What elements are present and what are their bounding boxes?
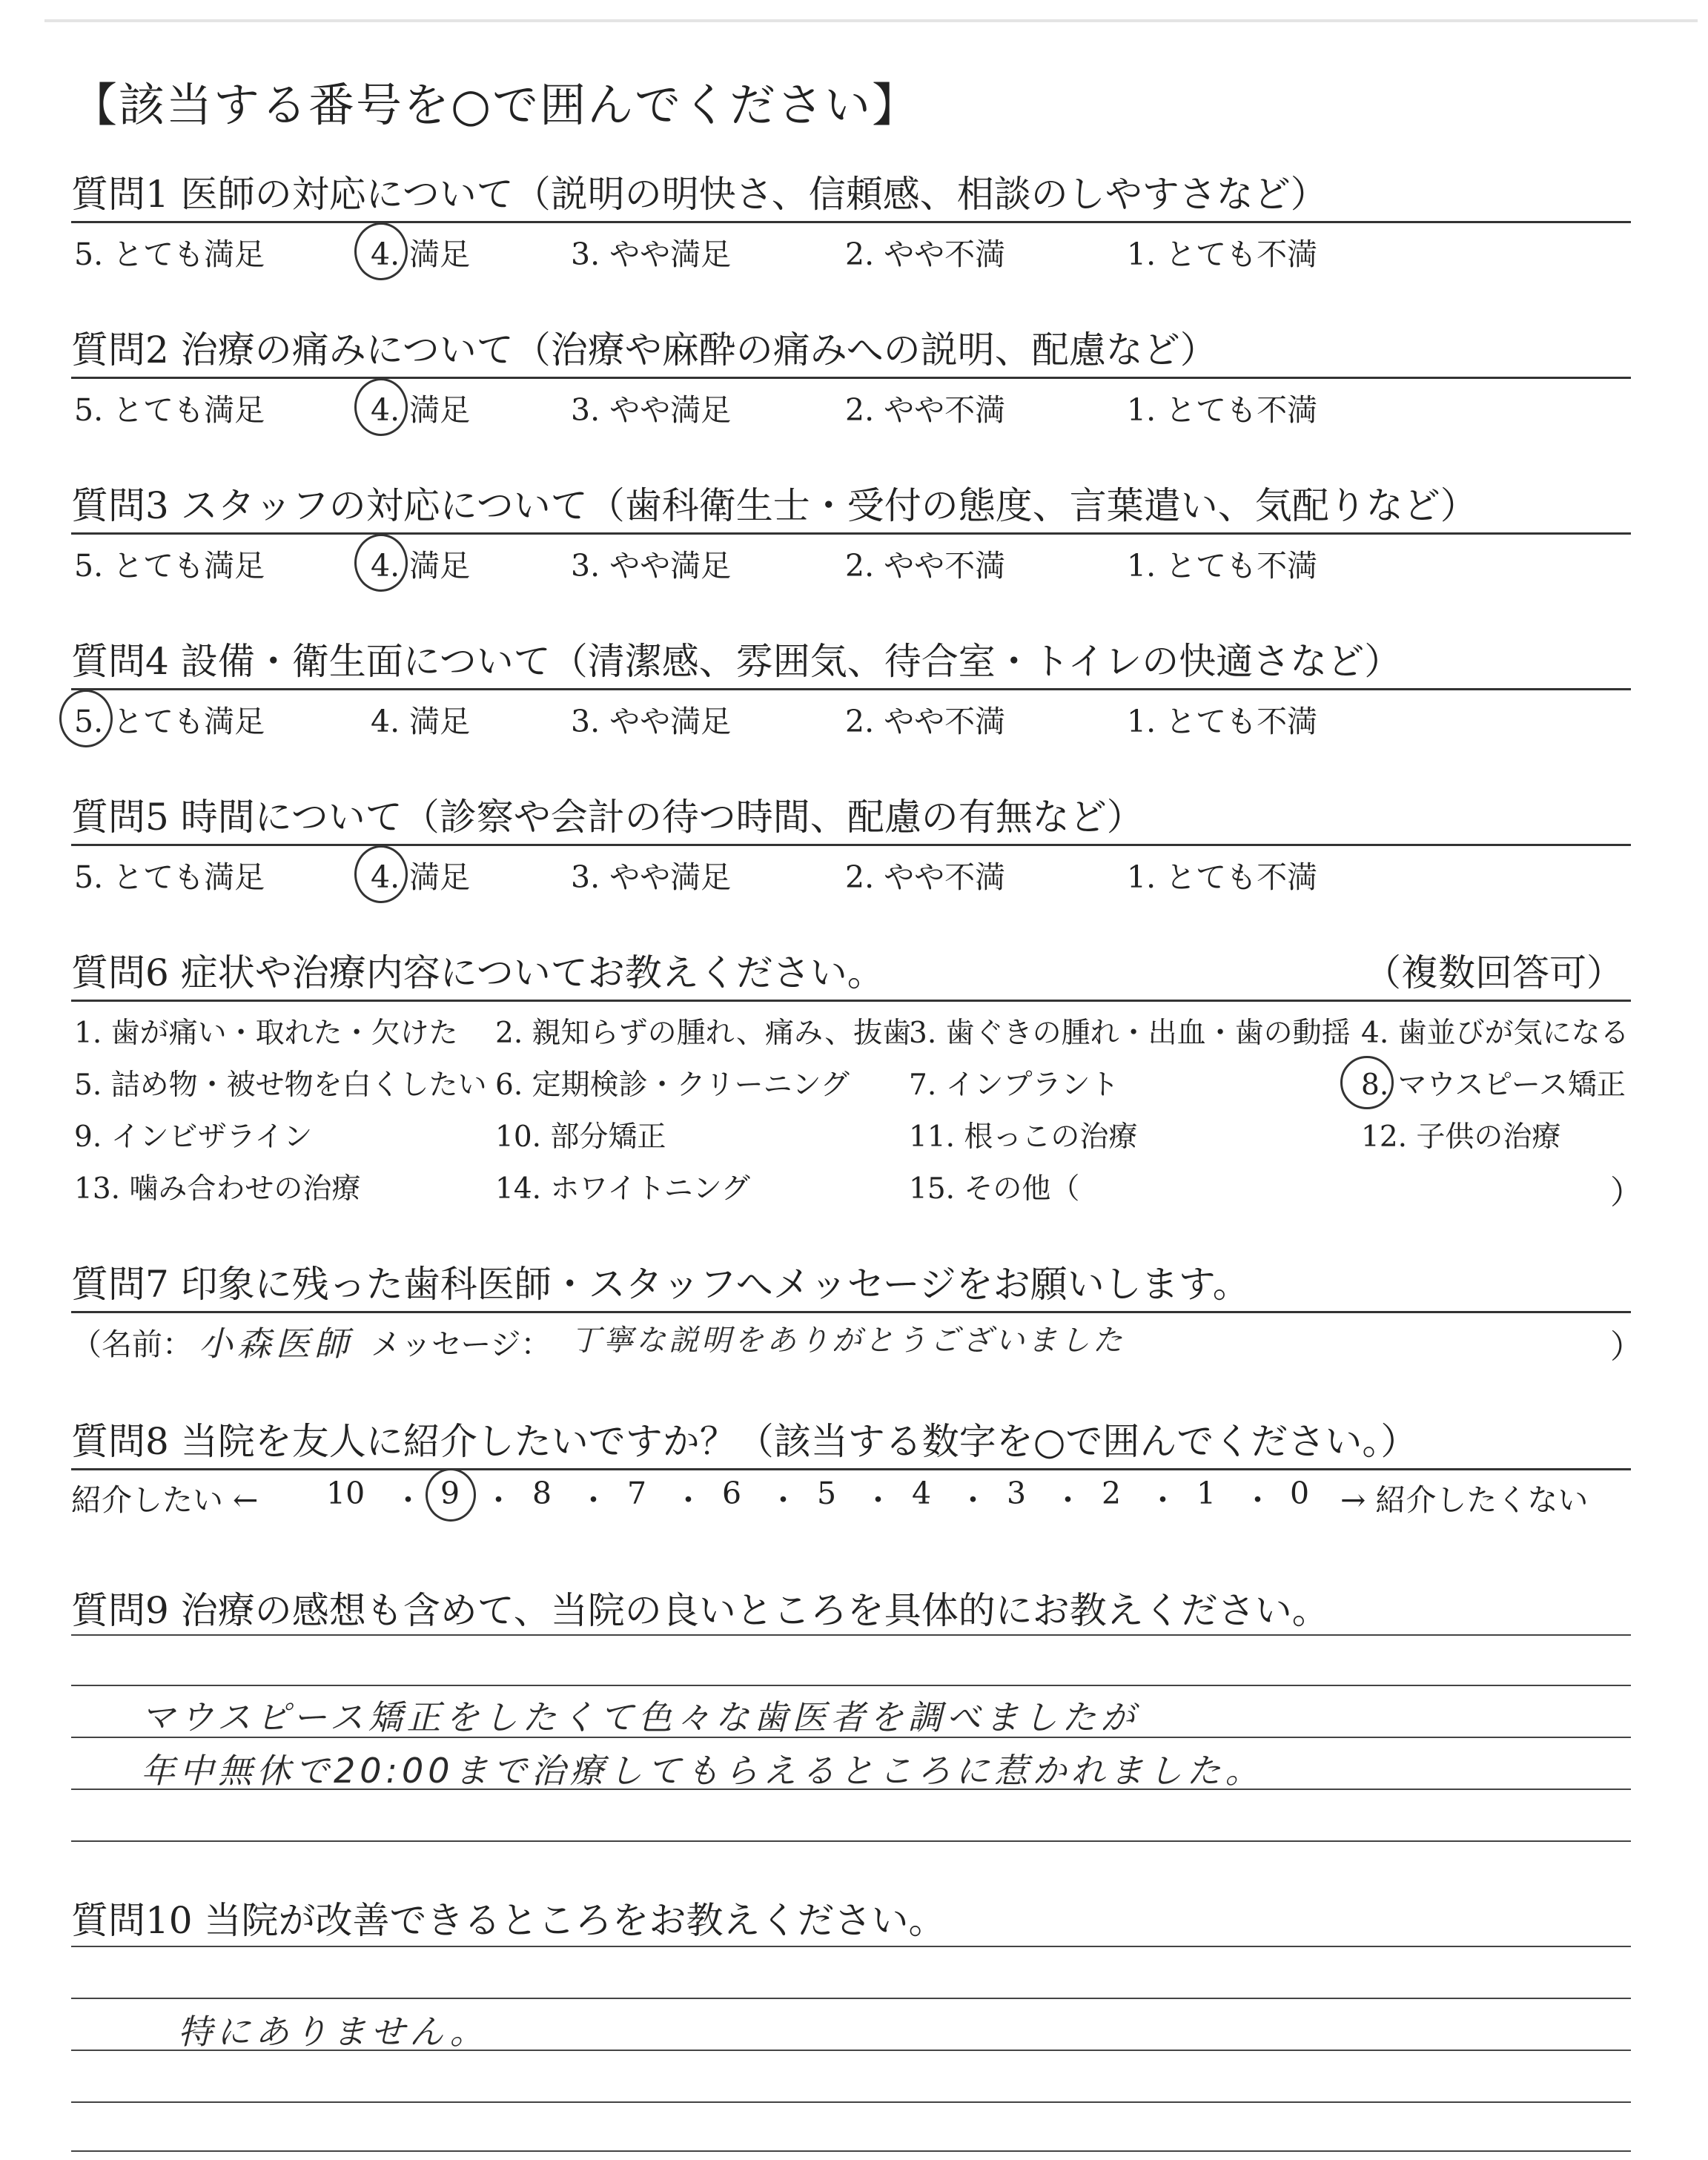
q6-item-10[interactable]: 10. 部分矯正	[495, 1120, 666, 1154]
divider	[71, 377, 1631, 379]
q6-item-5[interactable]: 5. 詰め物・被せ物を白くしたい	[74, 1069, 487, 1102]
q2-option-1[interactable]: 1. とても不満	[1127, 392, 1318, 428]
q4-option-2[interactable]: 2. やや不満	[845, 704, 1006, 739]
question-4-title: 質問4 設備・衛生面について（清潔感、雰囲気、待合室・トイレの快適さなど）	[71, 640, 1402, 683]
q6-item-4[interactable]: 4. 歯並びが気になる	[1361, 1017, 1629, 1050]
question-1-title: 質問1 医師の対応について（説明の明快さ、信頼感、相談のしやすさなど）	[71, 173, 1328, 216]
q6-item-9[interactable]: 9. インビザライン	[74, 1120, 313, 1154]
q1-option-1[interactable]: 1. とても不満	[1127, 237, 1318, 272]
selection-circle	[1340, 1056, 1394, 1109]
q2-option-3[interactable]: 3. やや満足	[571, 392, 732, 428]
close-paren: ）	[1610, 1328, 1643, 1366]
q4-option-3[interactable]: 3. やや満足	[571, 704, 732, 739]
selection-circle	[426, 1468, 476, 1522]
divider	[71, 1000, 1631, 1002]
scale-dot: ・	[863, 1482, 893, 1518]
q6-item-7[interactable]: 7. インプラント	[909, 1069, 1119, 1102]
q6-item-12[interactable]: 12. 子供の治療	[1361, 1120, 1561, 1154]
question-9-title: 質問9 治療の感想も含めて、当院の良いところを具体的にお教えください。	[71, 1589, 1329, 1632]
scale-6[interactable]: 6	[722, 1476, 742, 1511]
answer-line	[71, 1946, 1631, 1947]
q3-option-3[interactable]: 3. やや満足	[571, 548, 732, 584]
scale-9[interactable]: 9	[440, 1476, 460, 1511]
q1-option-2[interactable]: 2. やや不満	[845, 237, 1006, 272]
q1-option-5[interactable]: 5. とても満足	[74, 237, 265, 272]
q6-item-15[interactable]: 15. その他（	[909, 1172, 1080, 1206]
answer-line	[71, 1634, 1631, 1636]
name-label: （名前：	[71, 1327, 193, 1362]
q6-item-14[interactable]: 14. ホワイトニング	[495, 1172, 750, 1206]
q6-item-2[interactable]: 2. 親知らずの腫れ、痛み、抜歯	[495, 1017, 912, 1050]
page-title: 【該当する番号を○で囲んでください】	[71, 78, 920, 132]
scale-2[interactable]: 2	[1102, 1476, 1122, 1511]
q9-answer-line-2[interactable]: 年中無休で20:00まで治療してもらえるところに惹かれました。	[141, 1751, 1264, 1791]
answer-line	[71, 1685, 1631, 1686]
question-8-title: 質問8 当院を友人に紹介したいですか？（該当する数字を○で囲んでください。）	[71, 1420, 1418, 1463]
selection-circle	[354, 222, 408, 280]
q1-option-4[interactable]: 4. 満足	[371, 237, 471, 272]
scale-10[interactable]: 10	[326, 1476, 365, 1511]
recommend-left-label: 紹介したい ←	[71, 1482, 259, 1518]
question-10-title: 質問10 当院が改善できるところをお教えください。	[71, 1899, 946, 1942]
question-7-title: 質問7 印象に残った歯科医師・スタッフへメッセージをお願いします。	[71, 1263, 1250, 1306]
answer-line	[71, 1998, 1631, 1999]
q4-option-1[interactable]: 1. とても不満	[1127, 704, 1318, 739]
q2-option-2[interactable]: 2. やや不満	[845, 392, 1006, 428]
selection-circle	[59, 690, 113, 747]
q6-item-6[interactable]: 6. 定期検診・クリーニング	[495, 1069, 850, 1102]
answer-line	[71, 2101, 1631, 2103]
selection-circle	[354, 534, 408, 592]
q3-option-2[interactable]: 2. やや不満	[845, 548, 1006, 584]
question-3-title: 質問3 スタッフの対応について（歯科衛生士・受付の態度、言葉遣い、気配りなど）	[71, 484, 1477, 527]
scale-8[interactable]: 8	[532, 1476, 552, 1511]
scale-dot: ・	[483, 1482, 514, 1518]
q10-answer-line-1[interactable]: 特にありません。	[178, 2012, 489, 2052]
divider	[71, 1311, 1631, 1313]
scale-dot: ・	[673, 1482, 704, 1518]
divider	[71, 1468, 1631, 1470]
scale-7[interactable]: 7	[627, 1476, 647, 1511]
scale-dot: ・	[1242, 1482, 1273, 1518]
q6-item-11[interactable]: 11. 根っこの治療	[909, 1120, 1138, 1154]
multi-answer-note: （複数回答可）	[1364, 951, 1623, 994]
selection-circle	[354, 378, 408, 436]
q2-option-4[interactable]: 4. 満足	[371, 392, 471, 428]
q5-option-5[interactable]: 5. とても満足	[74, 859, 265, 895]
message-handwritten[interactable]: 丁寧な説明をありがとうございました	[571, 1324, 1125, 1358]
scale-5[interactable]: 5	[817, 1476, 837, 1511]
scale-dot: ・	[768, 1482, 798, 1518]
divider	[71, 221, 1631, 223]
scale-dot: ・	[578, 1482, 609, 1518]
scale-4[interactable]: 4	[912, 1476, 932, 1511]
name-handwritten[interactable]: 小森医師	[199, 1324, 353, 1364]
question-6-title: 質問6 症状や治療内容についてお教えください。	[71, 951, 884, 994]
q3-option-5[interactable]: 5. とても満足	[74, 548, 265, 584]
scale-dot: ・	[958, 1482, 988, 1518]
divider	[71, 688, 1631, 690]
q6-item-13[interactable]: 13. 噛み合わせの治療	[74, 1172, 361, 1206]
q2-option-5[interactable]: 5. とても満足	[74, 392, 265, 428]
scale-dot: ・	[1148, 1482, 1178, 1518]
scale-dot: ・	[1053, 1482, 1083, 1518]
divider	[71, 844, 1631, 846]
q5-option-2[interactable]: 2. やや不満	[845, 859, 1006, 895]
scale-dot: ・	[393, 1482, 423, 1518]
q5-option-1[interactable]: 1. とても不満	[1127, 859, 1318, 895]
q3-option-1[interactable]: 1. とても不満	[1127, 548, 1318, 584]
close-paren: ）	[1610, 1174, 1643, 1212]
selection-circle	[354, 845, 408, 903]
q6-item-3[interactable]: 3. 歯ぐきの腫れ・出血・歯の動揺	[909, 1017, 1351, 1050]
q5-option-3[interactable]: 3. やや満足	[571, 859, 732, 895]
q6-item-1[interactable]: 1. 歯が痛い・取れた・欠けた	[74, 1017, 458, 1050]
top-border	[44, 19, 1698, 22]
recommend-right-label: → 紹介したくない	[1340, 1482, 1589, 1518]
q5-option-4[interactable]: 4. 満足	[371, 859, 471, 895]
question-2-title: 質問2 治療の痛みについて（治療や麻酔の痛みへの説明、配慮など）	[71, 328, 1217, 371]
q3-option-4[interactable]: 4. 満足	[371, 548, 471, 584]
answer-line	[71, 1840, 1631, 1842]
question-5-title: 質問5 時間について（診察や会計の待つ時間、配慮の有無など）	[71, 796, 1144, 839]
answer-line	[71, 2150, 1631, 2152]
divider	[71, 532, 1631, 535]
q4-option-5[interactable]: 5. とても満足	[74, 704, 265, 739]
q6-item-8[interactable]: 8. マウスピース矯正	[1361, 1069, 1626, 1102]
q9-answer-line-1[interactable]: マウスピース矯正をしたくて色々な歯医者を調べましたが	[141, 1697, 1139, 1737]
scale-0[interactable]: 0	[1290, 1476, 1310, 1511]
scale-1[interactable]: 1	[1196, 1476, 1217, 1511]
q4-option-4[interactable]: 4. 満足	[371, 704, 471, 739]
scale-3[interactable]: 3	[1007, 1476, 1027, 1511]
message-label: メッセージ：	[371, 1327, 552, 1362]
q1-option-3[interactable]: 3. やや満足	[571, 237, 732, 272]
